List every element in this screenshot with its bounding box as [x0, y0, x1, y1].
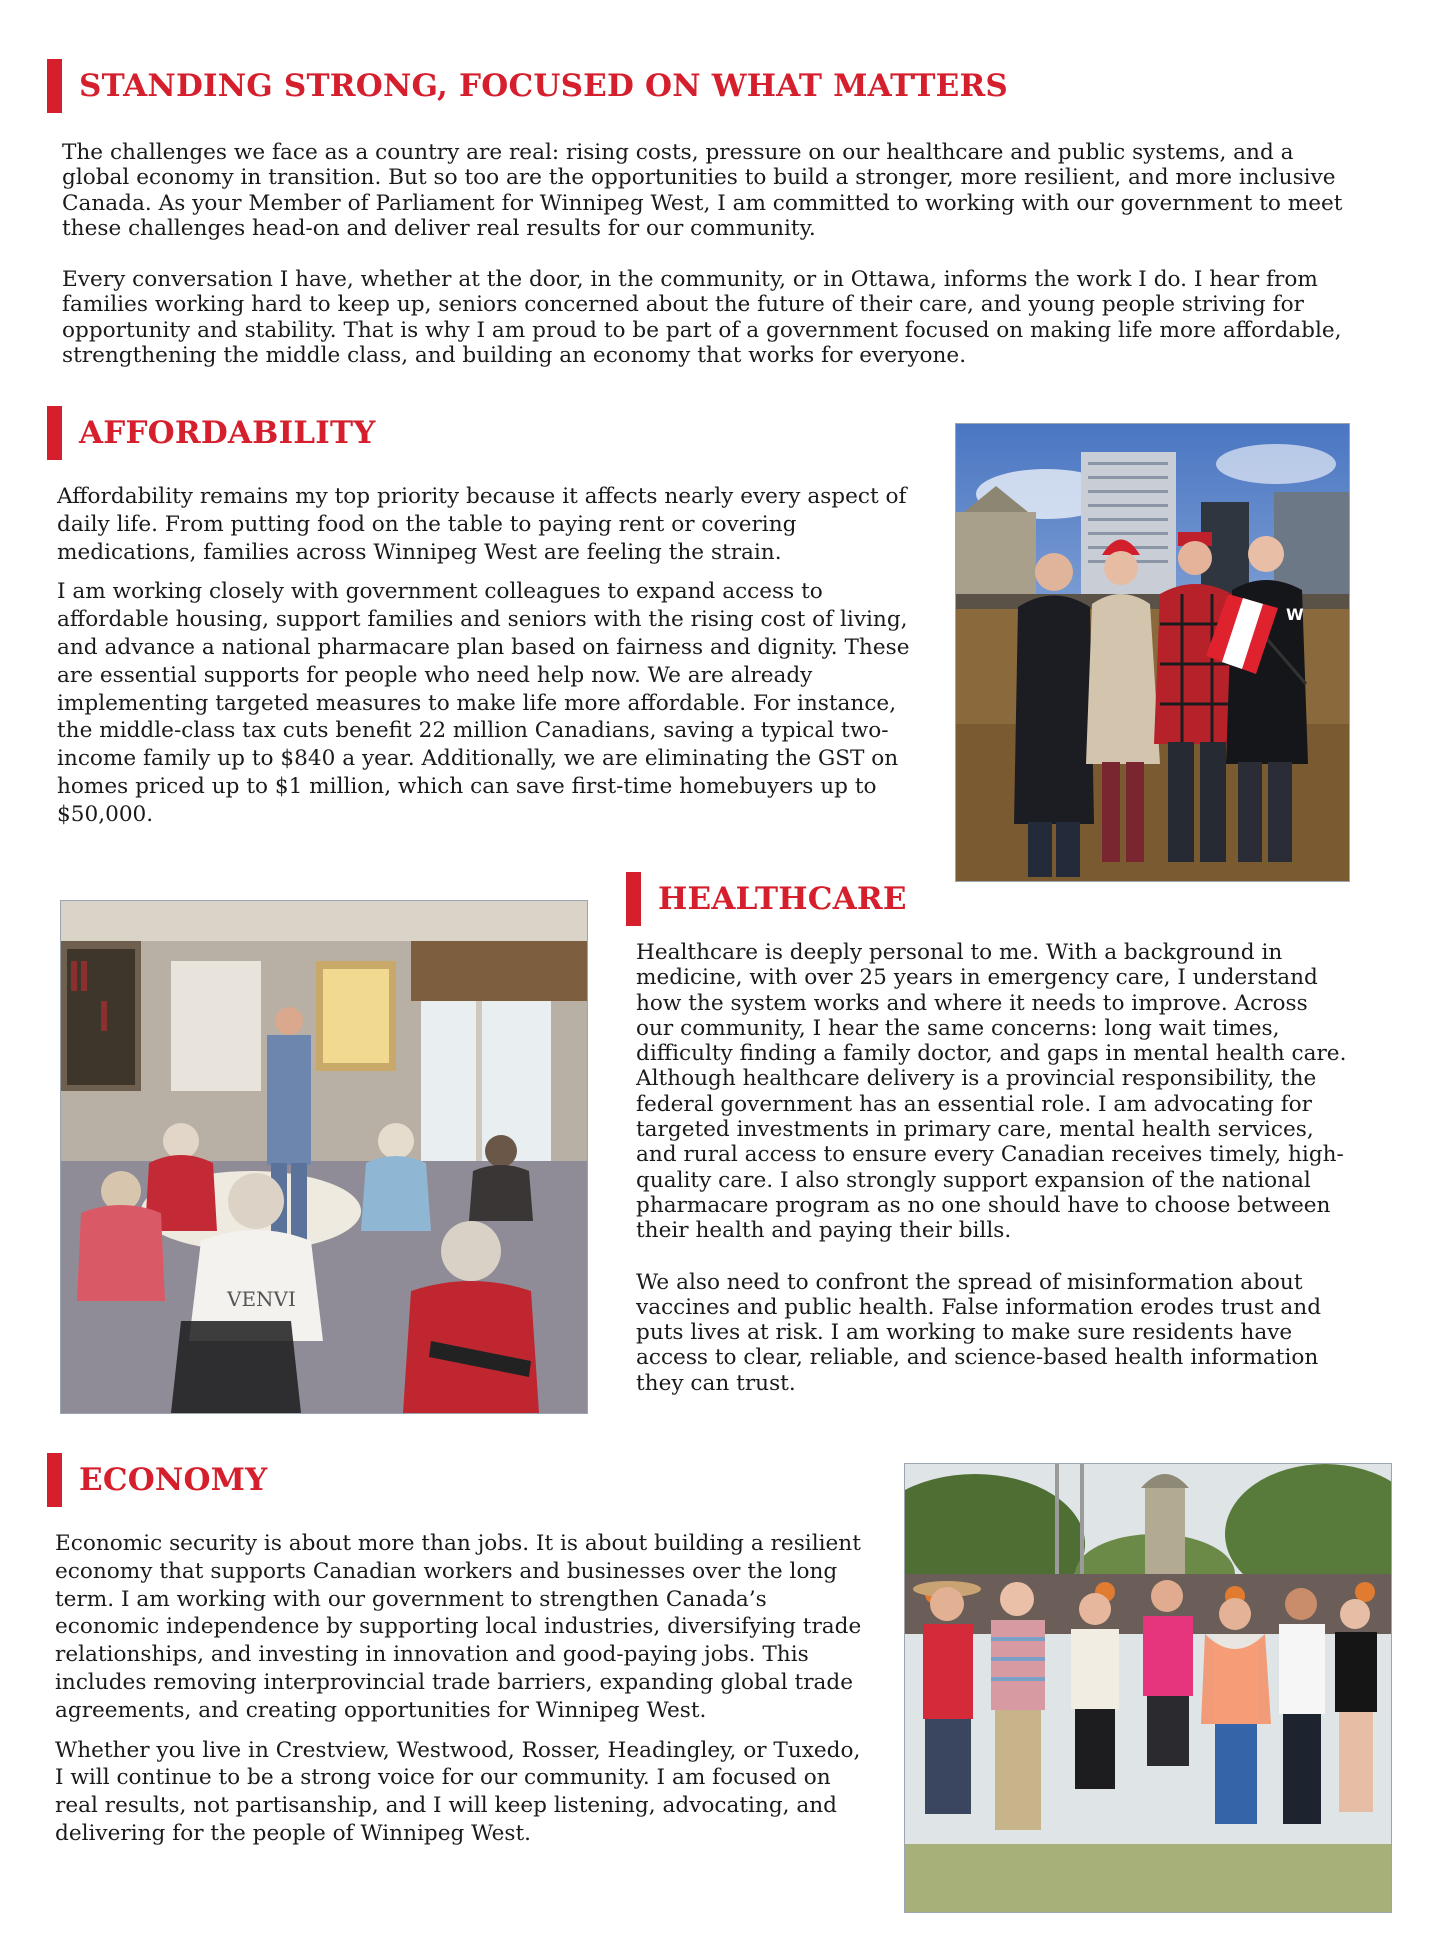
- affordability-paragraph-1: Affordability remains my top priority because it affects nearly every aspect of daily life. From putting food on the table to paying rent or covering medications, families across Winnipeg West are feeling the strain.: [57, 484, 907, 565]
- photo-image: [61, 901, 587, 1413]
- accent-bar: [47, 406, 62, 460]
- section-heading-economy: ECONOMY: [79, 1462, 268, 1498]
- photo-image: [905, 1464, 1391, 1912]
- intro-heading-block: [47, 59, 1008, 113]
- affordability-heading-block: [47, 406, 376, 460]
- photo-image: [956, 424, 1349, 881]
- economy-heading-block: [47, 1453, 268, 1507]
- flag-letter: W: [1286, 605, 1304, 624]
- accent-bar: [47, 59, 62, 113]
- accent-bar: [626, 872, 641, 926]
- healthcare-heading-block: [626, 872, 907, 926]
- intro-paragraph-1: The challenges we face as a country are real: rising costs, pressure on our healthcare and public systems, and a global economy in transition. But so too are the opportunities to build a stronger, more resilient, and more inclusive Canada. As your Member of Parliament for Winnipeg West, I am committed to working with our government to meet these challenges head-on and deliver real results for our community.: [62, 140, 1343, 241]
- affordability-paragraph-2: I am working closely with government colleagues to expand access to affordable housing, support families and seniors with the rising cost of living, and advance a national pharmacare plan based on fairness and dignity. These are essential supports for people who need help now. We are already implementing targeted measures to make life more affordable. For instance, the middle-class tax cuts benefit 22 million Canadians, saving a typical two-income family up to $840 a year. Additionally, we are eliminating the GST on homes priced up to $1 million, which can save first-time homebuyers up to $50,000.: [57, 579, 910, 827]
- photo-seniors-gathering: [60, 900, 588, 1414]
- section-heading-healthcare: HEALTHCARE: [658, 881, 907, 917]
- economy-text: [55, 1530, 875, 1848]
- economy-paragraph-2: Whether you live in Crestview, Westwood, Rosser, Headingley, or Tuxedo, I will continue to be a strong voice for our community. I am focused on real results, not partisanship, and I will keep listening, advocating, and delivering for the people of Winnipeg West.: [55, 1737, 861, 1846]
- affordability-text: [57, 483, 912, 829]
- photo-pride-group: [904, 1463, 1392, 1913]
- intro-paragraph-2: Every conversation I have, whether at the door, in the community, or in Ottawa, informs the work I do. I hear from families working hard to keep up, seniors concerned about the future of their care, and young people striving for opportunity and stability. That is why I am proud to be part of a government focused on making life more affordable, strengthening the middle class, and building an economy that works for everyone.: [62, 267, 1342, 369]
- economy-paragraph-1: Economic security is about more than jobs. It is about building a resilient economy that supports Canadian workers and businesses over the long term. I am working with our government to strengthen Canada’s economic independence by supporting local industries, diversifying trade relationships, and investing in innovation and good-paying jobs. This includes removing interprovincial trade barriers, expanding global trade agreements, and creating opportunities for Winnipeg West.: [55, 1531, 862, 1723]
- photo-group-with-flag: [955, 423, 1350, 882]
- section-heading-intro: STANDING STRONG, FOCUSED ON WHAT MATTERS: [79, 68, 1008, 104]
- intro-text: [62, 140, 1347, 368]
- healthcare-paragraph-1: Healthcare is deeply personal to me. With a background in medicine, with over 25 years in emergency care, I understand how the system works and where it needs to improve. Across our community, I hear the same concerns: long wait times, difficulty finding a family doctor, and gaps in mental health care. Although healthcare delivery is a provincial responsibility, the federal government has an essential role. I am advocating for targeted investments in primary care, mental health services, and rural access to ensure every Canadian receives timely, high-quality care. I also strongly support expansion of the national pharmacare program as no one should have to choose between their health and paying their bills.: [636, 940, 1347, 1244]
- accent-bar: [47, 1453, 62, 1507]
- healthcare-text: [636, 940, 1348, 1396]
- shirt-text: VENVI: [227, 1287, 296, 1311]
- section-heading-affordability: AFFORDABILITY: [79, 415, 376, 451]
- healthcare-paragraph-2: We also need to confront the spread of misinformation about vaccines and public health. False information erodes trust and puts lives at risk. I am working to make sure residents have access to clear, reliable, and science-based health information they can trust.: [636, 1269, 1322, 1396]
